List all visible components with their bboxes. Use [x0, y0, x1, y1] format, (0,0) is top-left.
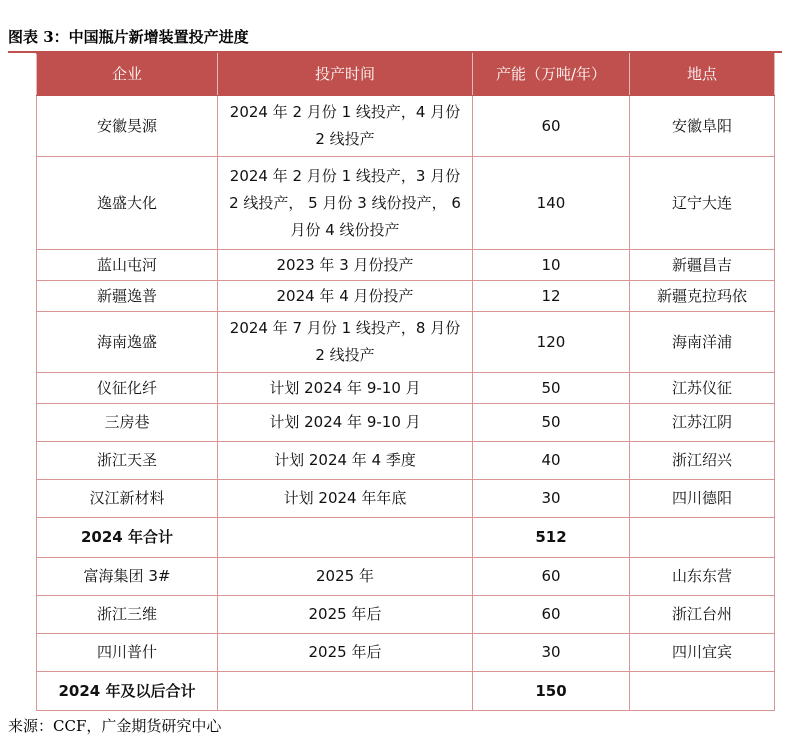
- cell-capacity: 30: [473, 634, 630, 672]
- total-row: [37, 518, 775, 558]
- cell-capacity: 50: [473, 373, 630, 404]
- cell-time: 2025 年: [218, 558, 473, 596]
- cell-company: 2024 年合计: [37, 518, 218, 558]
- table-row: [37, 596, 775, 634]
- cell-company: 逸盛大化: [37, 157, 218, 250]
- capacity-table: [36, 53, 775, 711]
- header-row: [37, 54, 775, 96]
- table-row: [37, 480, 775, 518]
- cell-company: 四川普什: [37, 634, 218, 672]
- cell-capacity: 50: [473, 404, 630, 442]
- cell-company: 安徽昊源: [37, 96, 218, 157]
- cell-capacity: 512: [473, 518, 630, 558]
- cell-capacity: 120: [473, 312, 630, 373]
- cell-location: 山东东营: [630, 558, 775, 596]
- cell-company: 海南逸盛: [37, 312, 218, 373]
- header-location: 地点: [630, 54, 775, 96]
- cell-time: 2024 年 2 月份 1 线投产，3 月份 2 线投产， 5 月份 3 线份投产， 6 月份 4 线份投产: [218, 157, 473, 250]
- cell-company: 仪征化纤: [37, 373, 218, 404]
- table-row: [37, 281, 775, 312]
- table-row: [37, 250, 775, 281]
- cell-company: 汉江新材料: [37, 480, 218, 518]
- cell-time: 2025 年后: [218, 634, 473, 672]
- cell-company: 新疆逸普: [37, 281, 218, 312]
- cell-capacity: 60: [473, 596, 630, 634]
- cell-capacity: 40: [473, 442, 630, 480]
- table-row: [37, 558, 775, 596]
- cell-location: 辽宁大连: [630, 157, 775, 250]
- cell-location: 浙江台州: [630, 596, 775, 634]
- cell-capacity: 30: [473, 480, 630, 518]
- cell-capacity: 12: [473, 281, 630, 312]
- total-row: [37, 672, 775, 711]
- cell-capacity: 60: [473, 558, 630, 596]
- table-row: [37, 312, 775, 373]
- cell-time: 2023 年 3 月份投产: [218, 250, 473, 281]
- table-row: [37, 96, 775, 157]
- cell-time: 2024 年 7 月份 1 线投产，8 月份 2 线投产: [218, 312, 473, 373]
- cell-time: 2024 年 4 月份投产: [218, 281, 473, 312]
- cell-capacity: 60: [473, 96, 630, 157]
- cell-company: 浙江天圣: [37, 442, 218, 480]
- cell-location: 新疆克拉玛依: [630, 281, 775, 312]
- cell-company: 富海集团 3#: [37, 558, 218, 596]
- cell-time: 计划 2024 年 9-10 月: [218, 404, 473, 442]
- header-company: 企业: [37, 54, 218, 96]
- cell-time: 计划 2024 年 9-10 月: [218, 373, 473, 404]
- figure-title: 图表 3：中国瓶片新增装置投产进度: [8, 28, 249, 46]
- cell-location: 新疆昌吉: [630, 250, 775, 281]
- cell-time: 计划 2024 年 4 季度: [218, 442, 473, 480]
- cell-location: 浙江绍兴: [630, 442, 775, 480]
- cell-location: [630, 672, 775, 711]
- cell-location: 四川宜宾: [630, 634, 775, 672]
- cell-company: 蓝山屯河: [37, 250, 218, 281]
- cell-location: [630, 518, 775, 558]
- cell-location: 江苏仪征: [630, 373, 775, 404]
- cell-location: 安徽阜阳: [630, 96, 775, 157]
- cell-time: [218, 518, 473, 558]
- table-row: [37, 373, 775, 404]
- cell-location: 江苏江阴: [630, 404, 775, 442]
- cell-location: 四川德阳: [630, 480, 775, 518]
- cell-capacity: 10: [473, 250, 630, 281]
- table-row: [37, 404, 775, 442]
- table-row: [37, 634, 775, 672]
- header-time: 投产时间: [218, 54, 473, 96]
- cell-company: 浙江三维: [37, 596, 218, 634]
- cell-capacity: 140: [473, 157, 630, 250]
- cell-capacity: 150: [473, 672, 630, 711]
- cell-time: 2025 年后: [218, 596, 473, 634]
- cell-time: [218, 672, 473, 711]
- cell-company: 2024 年及以后合计: [37, 672, 218, 711]
- source-note: 来源：CCF，广金期货研究中心: [8, 717, 222, 735]
- table-row: [37, 157, 775, 250]
- cell-location: 海南洋浦: [630, 312, 775, 373]
- cell-company: 三房巷: [37, 404, 218, 442]
- header-capacity: 产能（万吨/年）: [473, 54, 630, 96]
- cell-time: 2024 年 2 月份 1 线投产，4 月份 2 线投产: [218, 96, 473, 157]
- cell-time: 计划 2024 年年底: [218, 480, 473, 518]
- table-row: [37, 442, 775, 480]
- table-body: [37, 96, 775, 711]
